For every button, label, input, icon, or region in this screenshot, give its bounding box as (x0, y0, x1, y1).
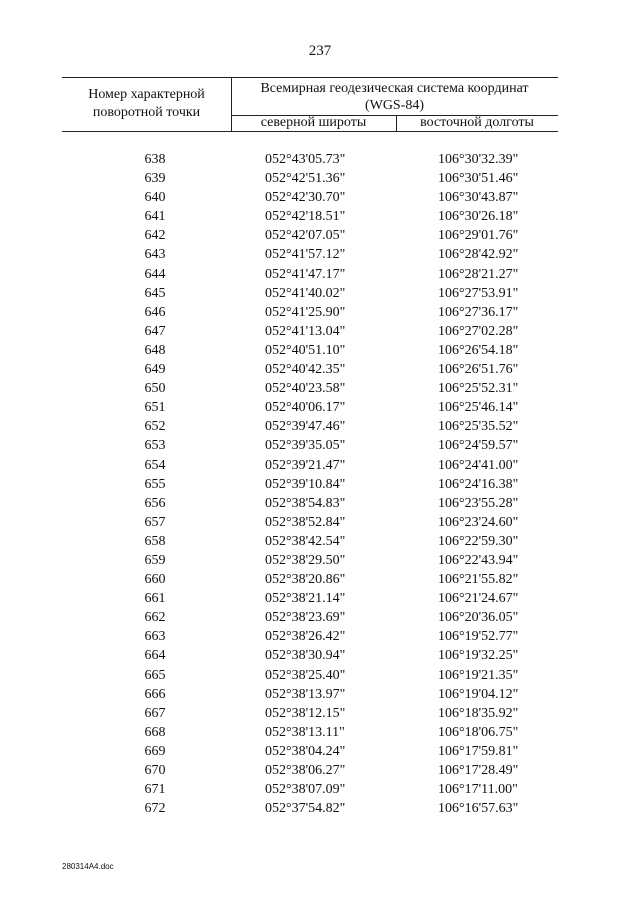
header-system-line2: (WGS-84) (364, 98, 425, 113)
latitude-cell: 052°40'23.58" (265, 381, 346, 397)
longitude-cell: 106°27'02.28" (438, 323, 519, 339)
point-number-cell: 669 (144, 743, 166, 759)
longitude-cell: 106°26'51.76" (438, 362, 519, 378)
longitude-cell: 106°25'46.14" (438, 400, 519, 416)
point-number-cell: 654 (144, 457, 166, 473)
point-number-cell: 639 (144, 171, 166, 187)
table-row (0, 150, 640, 169)
longitude-cell: 106°23'24.60" (438, 514, 519, 530)
point-number-cell: 646 (144, 304, 166, 320)
longitude-cell: 106°27'36.17" (438, 304, 519, 320)
longitude-cell: 106°18'35.92" (438, 705, 519, 721)
table-row (0, 322, 640, 341)
latitude-cell: 052°42'30.70" (265, 190, 346, 206)
point-number-cell: 659 (144, 552, 166, 568)
table-row (0, 456, 640, 475)
table-row (0, 398, 640, 417)
point-number-cell: 660 (144, 572, 166, 588)
latitude-cell: 052°39'35.05" (265, 438, 346, 454)
header-bottom-rule (62, 131, 558, 132)
point-number-cell: 661 (144, 591, 166, 607)
latitude-cell: 052°38'29.50" (265, 552, 346, 568)
table-row (0, 226, 640, 245)
point-number-cell: 638 (144, 152, 166, 167)
footer-filename: 280314A4.doc (62, 862, 114, 871)
table-row (0, 646, 640, 665)
table-row (0, 685, 640, 704)
table-row (0, 303, 640, 322)
point-number-cell: 671 (144, 782, 166, 798)
point-number-cell: 642 (144, 228, 166, 244)
point-number-cell: 644 (144, 266, 166, 282)
table-row (0, 265, 640, 284)
longitude-cell: 106°25'35.52" (438, 419, 519, 435)
point-number-cell: 640 (144, 190, 166, 206)
longitude-cell: 106°18'06.75" (438, 724, 519, 740)
longitude-cell: 106°17'11.00" (438, 782, 518, 798)
latitude-cell: 052°38'13.11" (265, 724, 345, 740)
table-row (0, 627, 640, 646)
point-number-cell: 658 (144, 533, 166, 549)
point-number-cell: 647 (144, 323, 166, 339)
latitude-cell: 052°38'13.97" (265, 686, 346, 702)
longitude-cell: 106°27'53.91" (438, 285, 519, 301)
table-row (0, 494, 640, 513)
table-row (0, 436, 640, 455)
latitude-cell: 052°39'10.84" (265, 476, 346, 492)
point-number-cell: 655 (144, 476, 166, 492)
latitude-cell: 052°39'47.46" (265, 419, 346, 435)
table-row (0, 284, 640, 303)
point-number-cell: 651 (144, 400, 166, 416)
header-top-rule (62, 77, 558, 78)
point-number-cell: 667 (144, 705, 166, 721)
point-number-cell: 662 (144, 610, 166, 626)
table-row (0, 169, 640, 188)
longitude-cell: 106°25'52.31" (438, 381, 519, 397)
point-number-cell: 666 (144, 686, 166, 702)
point-number-cell: 663 (144, 629, 166, 645)
latitude-cell: 052°38'30.94" (265, 648, 346, 664)
latitude-cell: 052°38'04.24" (265, 743, 346, 759)
point-number-cell: 641 (144, 209, 166, 225)
point-number-cell: 657 (144, 514, 166, 530)
latitude-cell: 052°40'51.10" (265, 342, 346, 358)
longitude-cell: 106°17'59.81" (438, 743, 519, 759)
point-number-cell: 668 (144, 724, 166, 740)
table-row (0, 188, 640, 207)
longitude-cell: 106°19'04.12" (438, 686, 519, 702)
latitude-cell: 052°38'23.69" (265, 610, 346, 626)
table-row (0, 341, 640, 360)
point-number-cell: 650 (144, 381, 166, 397)
table-row (0, 608, 640, 627)
latitude-cell: 052°41'57.12" (265, 247, 346, 263)
header-coordinate-system (231, 80, 558, 114)
latitude-cell: 052°42'07.05" (265, 228, 346, 244)
latitude-cell: 052°39'21.47" (265, 457, 346, 473)
longitude-cell: 106°24'41.00" (438, 457, 519, 473)
longitude-cell: 106°30'32.39" (438, 152, 519, 167)
latitude-cell: 052°38'20.86" (265, 572, 346, 588)
table-row (0, 360, 640, 379)
header-longitude: восточной долготы (420, 115, 534, 130)
table-row (0, 589, 640, 608)
header-latitude: северной широты (260, 115, 367, 130)
table-row (0, 570, 640, 589)
longitude-cell: 106°24'16.38" (438, 476, 519, 492)
table-row (0, 532, 640, 551)
longitude-cell: 106°29'01.76" (438, 228, 519, 244)
latitude-cell: 052°38'25.40" (265, 667, 346, 683)
longitude-cell: 106°30'51.46" (438, 171, 519, 187)
point-number-cell: 656 (144, 495, 166, 511)
table-row (0, 379, 640, 398)
latitude-cell: 052°38'12.15" (265, 705, 346, 721)
latitude-cell: 052°38'54.83" (265, 495, 346, 511)
table-row (0, 704, 640, 723)
point-number-cell: 665 (144, 667, 166, 683)
point-number-cell: 649 (144, 362, 166, 378)
longitude-cell: 106°19'32.25" (438, 648, 519, 664)
latitude-cell: 052°42'51.36" (265, 171, 346, 187)
longitude-cell: 106°28'42.92" (438, 247, 519, 263)
point-number-cell: 672 (144, 801, 166, 817)
longitude-cell: 106°19'52.77" (438, 629, 519, 645)
longitude-cell: 106°28'21.27" (438, 266, 519, 282)
longitude-cell: 106°26'54.18" (438, 342, 519, 358)
longitude-cell: 106°21'55.82" (438, 572, 519, 588)
longitude-cell: 106°19'21.35" (438, 667, 519, 683)
longitude-cell: 106°24'59.57" (438, 438, 519, 454)
table-row (0, 245, 640, 264)
point-number-cell: 653 (144, 438, 166, 454)
longitude-cell: 106°16'57.63" (438, 801, 519, 817)
table-body (0, 150, 640, 818)
longitude-cell: 106°30'43.87" (438, 190, 519, 206)
header-system-line1: Всемирная геодезическая система координат (260, 81, 529, 96)
latitude-cell: 052°42'18.51" (265, 209, 346, 225)
longitude-cell: 106°23'55.28" (438, 495, 519, 511)
latitude-cell: 052°40'42.35" (265, 362, 346, 378)
longitude-cell: 106°22'59.30" (438, 533, 519, 549)
latitude-cell: 052°41'25.90" (265, 304, 346, 320)
page-number: 237 (308, 43, 332, 59)
table-row (0, 513, 640, 532)
longitude-cell: 106°30'26.18" (438, 209, 519, 225)
table-row (0, 742, 640, 761)
table-row (0, 475, 640, 494)
latitude-cell: 052°38'06.27" (265, 763, 346, 778)
longitude-cell: 106°21'24.67" (438, 591, 519, 607)
point-number-cell: 645 (144, 285, 166, 301)
table-row (0, 780, 640, 799)
point-number-cell: 643 (144, 247, 166, 263)
longitude-cell: 106°22'43.94" (438, 552, 519, 568)
longitude-cell: 106°17'28.49" (438, 763, 519, 778)
latitude-cell: 052°43'05.73" (265, 152, 346, 167)
table-row (0, 207, 640, 226)
latitude-cell: 052°38'07.09" (265, 782, 346, 798)
table-row (0, 417, 640, 436)
latitude-cell: 052°40'06.17" (265, 400, 346, 416)
latitude-cell: 052°38'52.84" (265, 514, 346, 530)
latitude-cell: 052°41'13.04" (265, 323, 346, 339)
point-number-cell: 652 (144, 419, 166, 435)
latitude-cell: 052°37'54.82" (265, 801, 346, 817)
point-number-cell: 670 (144, 763, 166, 778)
point-number-cell: 664 (144, 648, 166, 664)
table-row (0, 723, 640, 742)
table-row (0, 799, 640, 818)
point-number-cell: 648 (144, 342, 166, 358)
table-row (0, 551, 640, 570)
latitude-cell: 052°41'47.17" (265, 266, 346, 282)
latitude-cell: 052°41'40.02" (265, 285, 346, 301)
latitude-cell: 052°38'21.14" (265, 591, 346, 607)
header-point-number: Номер характерной поворотной точки (88, 87, 205, 120)
table-row (0, 666, 640, 685)
latitude-cell: 052°38'42.54" (265, 533, 346, 549)
latitude-cell: 052°38'26.42" (265, 629, 346, 645)
longitude-cell: 106°20'36.05" (438, 610, 519, 626)
table-row (0, 761, 640, 780)
